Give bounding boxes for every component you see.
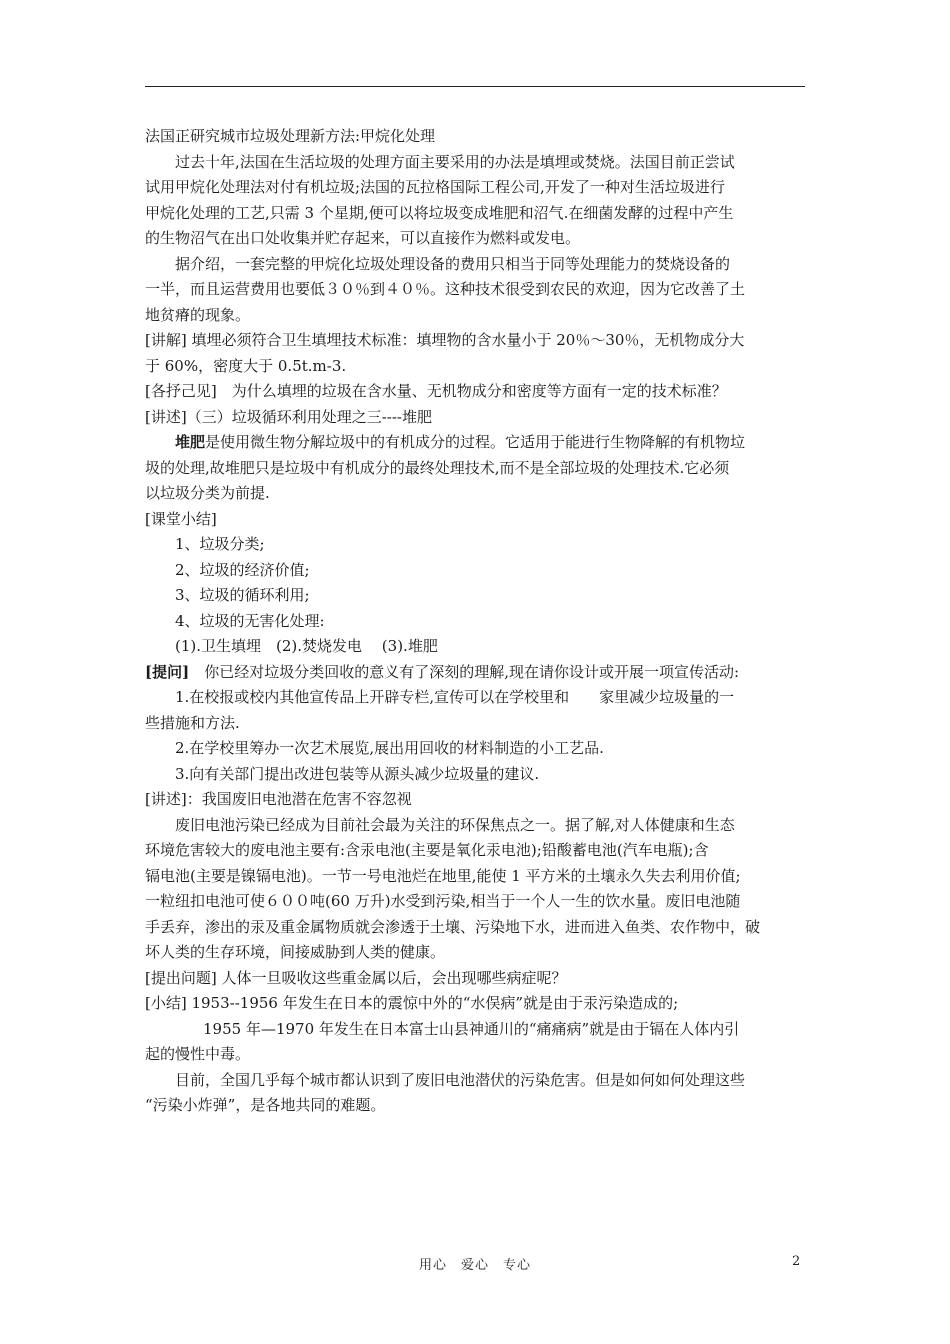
closing-line: 目前，全国几乎每个城市都认识到了废旧电池潜伏的污染危害。但是如何如何处理这些: [175, 1070, 746, 1089]
summary2-line: 1955 年—1970 年发生在日本富士山县神通川的“痛痛病”就是由于镉在人体内引: [203, 1019, 740, 1038]
question-text: 你已经对垃圾分类回收的意义有了深刻的理解,现在请你设计或开展一项宣传活动:: [189, 662, 740, 681]
header-rule: [145, 86, 805, 87]
summary-item: 4、垃圾的无害化处理:: [175, 611, 325, 630]
summary-item: (1).卫生填埋 (2).焚烧发电 (3).堆肥: [175, 637, 438, 655]
paragraph-line: 甲烷化处理的工艺,只需 3 个星期,便可以将垃圾变成堆肥和沼气.在细菌发酵的过程中产生: [145, 203, 734, 222]
compost-text: 是使用微生物分解垃圾中的有机成分的过程。它适用于能进行生物降解的有机物垃: [205, 433, 746, 451]
compost-line: [145, 430, 807, 456]
summary-item: 3、垃圾的循环利用;: [175, 586, 310, 604]
paragraph-line: 过去十年,法国在生活垃圾的处理方面主要采用的办法是填埋或焚烧。法国目前正尝试: [175, 152, 735, 171]
summary2-line: 起的慢性中毒。: [145, 1045, 251, 1063]
activity-line: 1.在校报或校内其他宣传品上开辟专栏,宣传可以在学校里和 家里减少垃圾量的一: [175, 688, 735, 706]
explain-line: 于 60%，密度大于 0.5t.m-3.: [145, 356, 347, 375]
battery-line: 一粒纽扣电池可使６００吨(60 万升)水受到污染,相当于一个人一生的饮水量。废旧电池随: [145, 892, 741, 910]
narrate-heading: [讲述]：我国废旧电池潜在危害不容忽视: [145, 790, 412, 808]
paragraph-line: 一半，而且运营费用也要低３０％到４０％。这种技术很受到农民的欢迎，因为它改善了土: [145, 280, 746, 298]
battery-line: 镉电池(主要是镍镉电池)。一节一号电池烂在地里,能使 1 平方米的土壤永久失去利用价值;: [145, 866, 741, 885]
page-number: 2: [792, 1254, 801, 1269]
activity-line: 3.向有关部门提出改进包装等从源头减少垃圾量的建议.: [175, 764, 540, 783]
explain-line: [讲解] 填埋必须符合卫生填埋技术标准：填埋物的含水量小于 20％～30％，无机物成分大: [145, 331, 745, 349]
opinion-line: [各抒己见] 为什么填埋的垃圾在含水量、无机物成分和密度等方面有一定的技术标准？: [145, 382, 727, 400]
document-body: [145, 124, 807, 1119]
paragraph-line: 地贫瘠的现象。: [145, 305, 251, 324]
compost-term: 堆肥: [175, 433, 206, 451]
article-title: 法国正研究城市垃圾处理新方法:甲烷化处理: [145, 127, 436, 145]
narrate-heading: [讲述]（三）垃圾循环利用处理之三----堆肥: [145, 407, 432, 426]
paragraph-line: 的生物沼气在出口处收集并贮存起来，可以直接作为燃料或发电。: [145, 229, 581, 247]
paragraph-line: 试用甲烷化处理法对付有机垃圾;法国的瓦拉格国际工程公司,开发了一种对生活垃圾进行: [145, 178, 725, 196]
battery-line: 废旧电池污染已经成为目前社会最为关注的环保焦点之一。据了解,对人体健康和生态: [175, 815, 735, 834]
question-line: [145, 660, 807, 686]
battery-line: 坏人类的生存环境，间接威胁到人类的健康。: [145, 943, 446, 961]
battery-line: 环境危害较大的废电池主要有:含汞电池(主要是氧化汞电池);铅酸蓄电池(汽车电瓶);含: [145, 841, 709, 859]
paragraph-line: 据介绍，一套完整的甲烷化垃圾处理设备的费用只相当于同等处理能力的焚烧设备的: [175, 254, 731, 273]
raise-question-line: [提出问题] 人体一旦吸收这些重金属以后，会出现哪些病症呢？: [145, 968, 567, 987]
compost-line: 圾的处理,故堆肥只是垃圾中有机成分的最终处理技术,而不是全部垃圾的处理技术.它必须: [145, 458, 730, 477]
question-label: [提问]: [145, 662, 190, 681]
closing-line: “污染小炸弹”，是各地共同的难题。: [145, 1096, 386, 1114]
summary-item: 2、垃圾的经济价值;: [175, 560, 310, 579]
footer-motto: 用心 爱心 专心: [418, 1258, 531, 1273]
activity-line: 2.在学校里筹办一次艺术展览,展出用回收的材料制造的小工艺品.: [175, 739, 604, 757]
activity-line: 些措施和方法.: [145, 713, 240, 732]
summary2-line: [小结] 1953--1956 年发生在日本的震惊中外的“水俣病”就是由于汞污染造成的;: [145, 994, 679, 1012]
compost-line: 以垃圾分类为前提.: [145, 484, 270, 502]
summary-label: [课堂小结]: [145, 509, 217, 528]
summary-item: 1、垃圾分类;: [175, 535, 265, 553]
battery-line: 手丢弃，渗出的汞及重金属物质就会渗透于土壤、污染地下水，进而进入鱼类、农作物中，破: [145, 917, 761, 936]
